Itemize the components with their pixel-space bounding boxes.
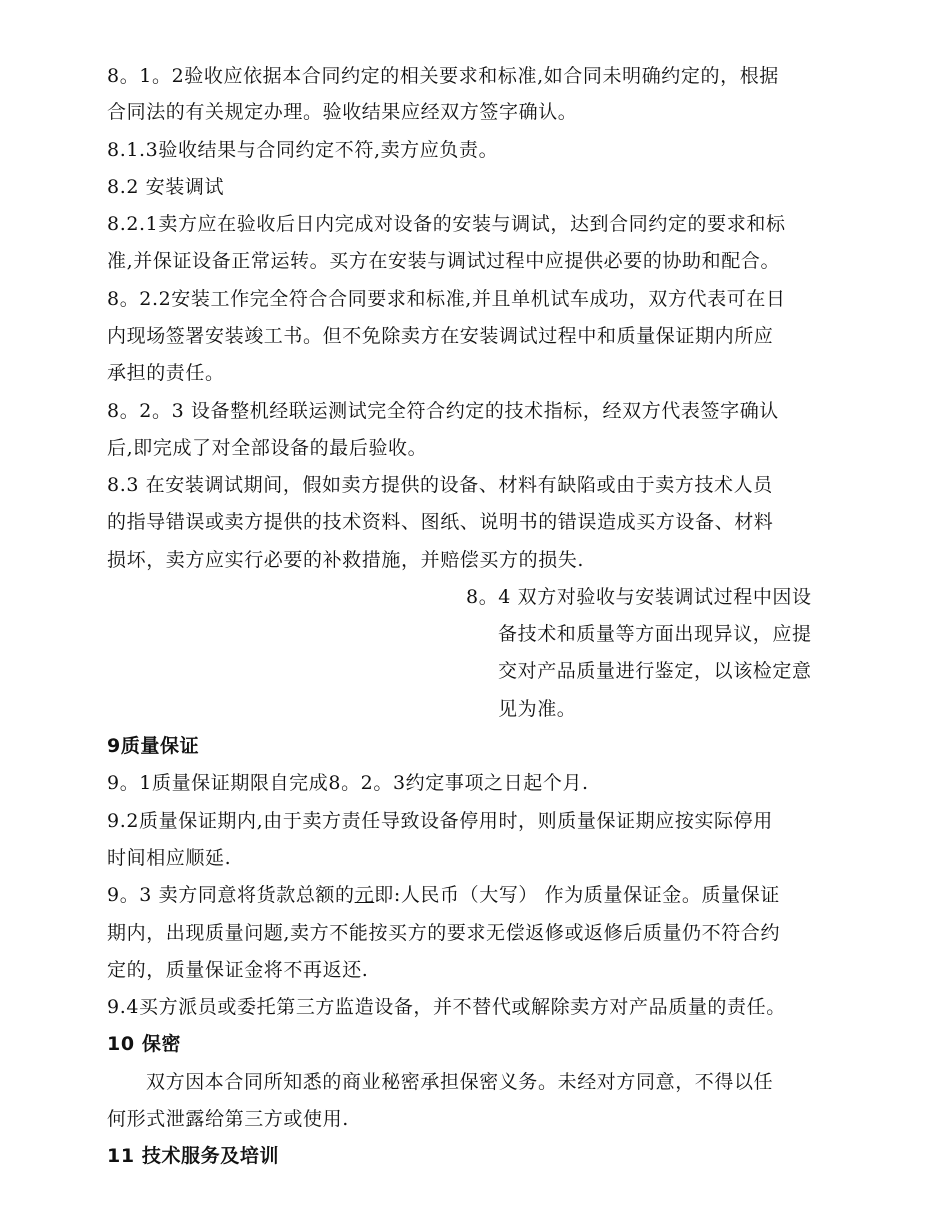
clause-9-3-text-a: 9。3 卖方同意将货款总额的	[107, 884, 355, 906]
clause-8-3-line-1: 8.3 在安装调试期间，假如卖方提供的设备、材料有缺陷或由于卖方技术人员	[107, 474, 773, 496]
heading-10: 10 保密	[107, 1033, 182, 1055]
clause-8-3-line-3: 损坏，卖方应实行必要的补救措施，并赔偿买方的损失.	[107, 549, 585, 571]
heading-8-2: 8.2 安装调试	[107, 176, 225, 198]
clause-9-3-line-2: 期内，出现质量问题,卖方不能按买方的要求无偿返修或返修后质量仍不符合约	[107, 922, 781, 944]
clause-8-2-3-line-2: 后,即完成了对全部设备的最后验收。	[107, 437, 428, 459]
clause-8-1-2-line-1: 8。1。2验收应依据本合同约定的相关要求和标准,如合同未明确约定的，根据	[107, 65, 779, 87]
clause-8-1-2-line-2: 合同法的有关规定办理。验收结果应经双方签字确认。	[107, 101, 578, 123]
heading-9: 9质量保证	[107, 735, 200, 757]
clause-8-1-3: 8.1.3验收结果与合同约定不符,卖方应负责。	[107, 139, 499, 161]
clause-8-4-line-2: 备技术和质量等方面出现异议，应提	[498, 623, 812, 645]
clause-9-3-line-3: 定的，质量保证金将不再返还.	[107, 959, 369, 981]
clause-9-3-line-1	[107, 877, 780, 913]
clause-10-line-2: 何形式泄露给第三方或使用.	[107, 1108, 349, 1130]
clause-9-2-line-1: 9.2质量保证期内,由于卖方责任导致设备停用时，则质量保证期应按实际停用	[107, 810, 773, 832]
heading-11: 11 技术服务及培训	[107, 1145, 280, 1167]
clause-8-3-line-2: 的指导错误或卖方提供的技术资料、图纸、说明书的错误造成买方设备、材料	[107, 511, 774, 533]
clause-9-3-unit: 元	[354, 884, 375, 906]
clause-8-2-3-line-1: 8。2。3 设备整机经联运测试完全符合约定的技术指标，经双方代表签字确认	[107, 400, 779, 422]
clause-8-2-2-line-3: 承担的责任。	[107, 362, 225, 384]
clause-8-4-line-4: 见为准。	[498, 698, 577, 720]
clause-8-2-1-line-1: 8.2.1卖方应在验收后日内完成对设备的安装与调试，达到合同约定的要求和标	[107, 213, 786, 235]
clause-10-line-1: 双方因本合同所知悉的商业秘密承担保密义务。未经对方同意，不得以任	[146, 1071, 774, 1093]
clause-9-1: 9。1质量保证期限自完成8。2。3约定事项之日起个月.	[107, 772, 589, 794]
clause-8-2-2-line-1: 8。2.2安装工作完全符合合同要求和标准,并且单机试车成功，双方代表可在日	[107, 288, 786, 310]
clause-9-4: 9.4买方派员或委托第三方监造设备，并不替代或解除卖方对产品质量的责任。	[107, 996, 786, 1018]
clause-9-3-text-b: 即:人民币（大写） 作为质量保证金。质量保证	[374, 884, 780, 906]
clause-9-2-line-2: 时间相应顺延.	[107, 847, 232, 869]
clause-8-2-1-line-2: 准,并保证设备正常运转。买方在安装与调试过程中应提供必要的协助和配合。	[107, 250, 781, 272]
clause-8-4-line-1: 8。4 双方对验收与安装调试过程中因设	[466, 586, 812, 608]
clause-8-4-line-3: 交对产品质量进行鉴定，以该检定意	[498, 660, 812, 682]
clause-8-2-2-line-2: 内现场签署安装竣工书。但不免除卖方在安装调试过程中和质量保证期内所应	[107, 325, 774, 347]
